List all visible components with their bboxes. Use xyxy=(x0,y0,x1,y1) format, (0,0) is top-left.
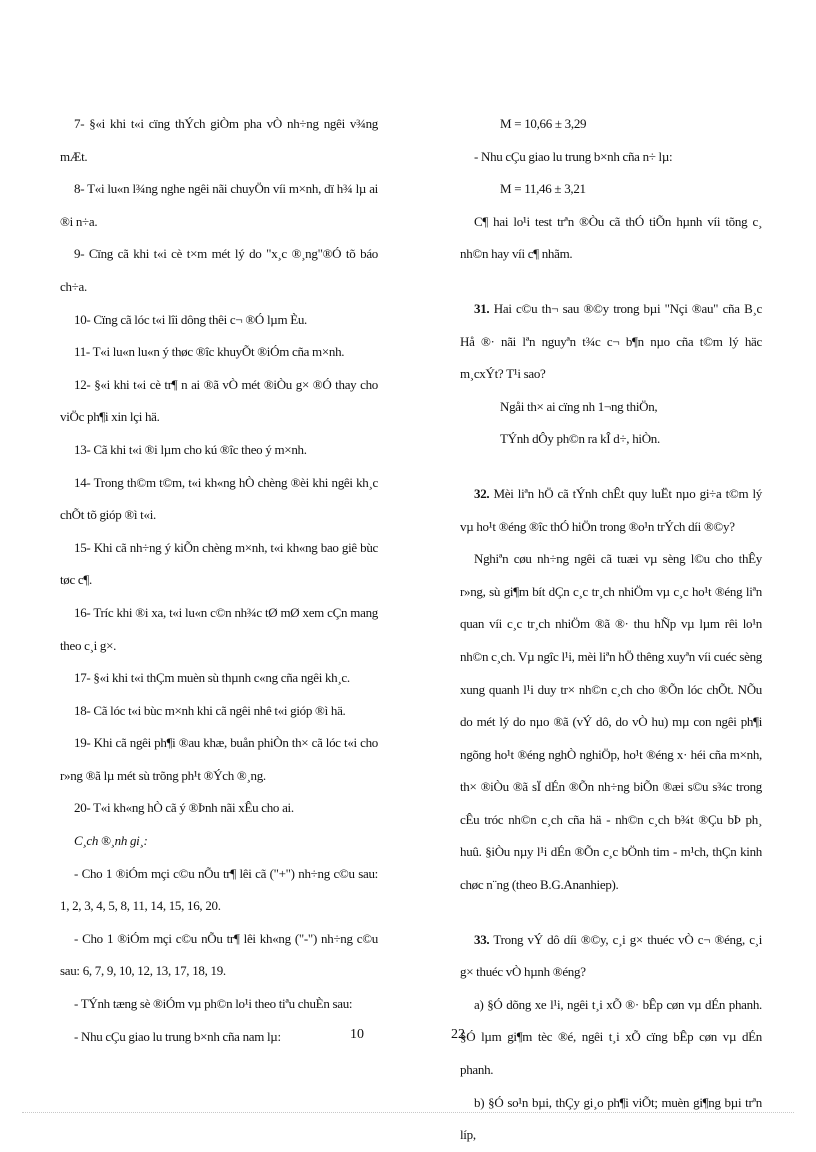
list-item: 8- T«i lu«n l¾ng nghe ngêi nãi chuyÖn víi m×nh, dï h¾ lµ ai ®i n÷a. xyxy=(60,181,378,229)
left-column xyxy=(60,108,378,1053)
list-item: 20- T«i kh«ng hÒ cã ý ®Þnh nãi xÊu cho ai. xyxy=(74,800,294,816)
question-text: Trong vÝ dô díi ®©y, c¸i g× thuéc vÒ c¬ ®éng, c¸i g× thuéc vÒ hµnh ®éng? xyxy=(460,931,763,980)
list-item: 14- Trong th©m t©m, t«i kh«ng hÒ chèng ®èi khi ngêi kh¸c chÕt tõ gióp ®ì t«i. xyxy=(60,474,378,523)
spacer xyxy=(460,902,762,924)
list-item: 13- Cã khi t«i ®i lµm cho kú ®îc theo ý m×nh. xyxy=(74,441,307,457)
example-a: a) §Ó dõng xe l¹i, ngêi t¸i xÕ ®· bÊp cøn vµ dÉn phanh. §Ó lµm gi¶m tèc ®é, ngêi t¸i xÕ cïng bÊp cøn vµ dÉn phanh. xyxy=(460,996,762,1078)
list-item: 17- §«i khi t«i thÇm muèn sù thµnh c«ng cña ngêi kh¸c. xyxy=(74,670,350,686)
page-number-left: 10 xyxy=(350,1027,364,1042)
list-item: 10- Cïng cã lóc t«i lîi dông thêi c¬ ®Ó lµm Èu. xyxy=(74,311,308,327)
right-column xyxy=(460,108,762,1152)
question-32 xyxy=(460,478,762,543)
verse-line: TÝnh dÔy ph©n ra kÎ d÷, hiÒn. xyxy=(500,431,660,447)
list-item: 18- Cã lóc t«i bùc m×nh khi cã ngêi nhê t«i gióp ®ì hä. xyxy=(74,702,346,718)
question-31 xyxy=(460,293,762,391)
female-mean-intro: - Nhu cÇu giao lu trung b×nh cña n÷ lµ: xyxy=(474,148,673,164)
list-item: 9- Cïng cã khi t«i cè t×m mét lý do "x¸c ®¸ng"®Ó tõ báo ch÷a. xyxy=(60,246,378,294)
question-number: 33. xyxy=(474,931,490,947)
question-number: 32. xyxy=(474,485,490,501)
list-item: 16- Tríc khi ®i xa, t«i lu«n c©n nh¾c tØ mØ xem cÇn mang theo c¸i g×. xyxy=(60,604,378,653)
list-item: 12- §«i khi t«i cè tr¶ n ai ®ã vÒ mét ®iÒu g× ®Ó thay cho viÖc ph¶i xin lçi hä. xyxy=(60,376,378,425)
example-b: b) §Ó so¹n bµi, thÇy gi¸o ph¶i viÕt; muèn gi¶ng bµi trªn líp, xyxy=(460,1094,762,1143)
question-text: Mèi liªn hÖ cã tÝnh chÊt quy luËt nµo gi÷a t©m lý vµ ho¹t ®éng ®îc thÓ hiÖn trong ®o¹n trÝch díi ®©y? xyxy=(460,485,763,534)
scoring-total-rule: - TÝnh tæng sè ®iÓm vµ ph©n lo¹i theo tiªu chuÈn sau: xyxy=(74,996,353,1012)
list-item: 7- §«i khi t«i cïng thÝch giÒm pha vÒ nh÷ng ngêi v¾ng mÆt. xyxy=(60,116,378,164)
verse-line: Ngåi th× ai cïng nh 1¬ng thiÖn, xyxy=(500,398,658,414)
quoted-passage: Nghiªn cøu nh÷ng ngêi cã tuæi vµ sèng l©u cho thÊy r»ng, sù gi¶m bít dÇn c¸c tr¸ch nhiÖm vµ c¸c ho¹t ®éng liªn quan víi c¸c tr¸ch nhiÖm ®ã ®· thu hÑp vµ lµm rêi lo¹n nh©n c¸ch. Vµ ngîc l¹i, mèi liªn hÖ thêng xuyªn víi cuéc sèng xung quanh l¹i duy tr× nh©n c¸ch cho ®Õn lóc chÕt. NÕu do mét lý do nµo ®ã (vÝ dô, do vÒ hu) mµ con ngêi ph¶i ngõng ho¹t ®éng nghÒ nghiÖp, ho¹t ®éng x· héi cña m×nh, th× ®iÒu ®ã sÏ dÉn ®Õn nh÷ng biÕn ®æi s©u s¾c trong cÊu tróc nh©n c¸ch cña hä - nh©n c¸ch b¾t ®Çu bÞ ph¸ huû. §iÒu nµy l¹i dÉn ®Õn c¸c bÖnh tim - m¹ch, thÇn kinh chøc n¨ng (theo B.G.Ananhiep). xyxy=(460,551,762,893)
list-item: 11- T«i lu«n lu«n ý thøc ®îc khuyÕt ®iÓm cña m×nh. xyxy=(74,344,345,360)
list-item: 15- Khi cã nh÷ng ý kiÕn chèng m×nh, t«i kh«ng bao giê bùc tøc c¶. xyxy=(60,539,378,588)
question-text: Hai c©u th¬ sau ®©y trong bµi "Nçi ®au" cña B¸c Hå ®· nãi lªn nguyªn t¾c c¬ b¶n nµo cña t©m lý häc m¸cxÝt? T¹i sao? xyxy=(460,300,762,382)
question-number: 31. xyxy=(474,300,490,316)
scoring-rule-negative: - Cho 1 ®iÓm mçi c©u nÕu tr¶ lêi kh«ng ("-") nh÷ng c©u sau: 6, 7, 9, 10, 12, 13, 17, 18, 19. xyxy=(60,930,378,979)
section-heading-text: C¸ch ®¸nh gi¸: xyxy=(74,833,148,849)
conclusion-paragraph: C¶ hai lo¹i test trªn ®Òu cã thÓ tiÕn hµnh víi tõng c¸ nh©n hay víi c¶ nhãm. xyxy=(460,213,762,262)
question-33 xyxy=(460,924,762,989)
bottom-divider xyxy=(22,1112,794,1113)
male-mean-intro: - Nhu cÇu giao lu trung b×nh cña nam lµ: xyxy=(74,1028,281,1044)
section-heading xyxy=(60,825,378,858)
spacer xyxy=(460,271,762,293)
female-mean-value: M = 11,46 ± 3,21 xyxy=(500,181,586,197)
list-item: 19- Khi cã ngêi ph¶i ®au khæ, buån phiÒn th× cã lóc t«i cho r»ng ®ã lµ mét sù trõng ph¹t ®Ých ®¸ng. xyxy=(60,735,378,783)
spacer xyxy=(460,456,762,478)
scoring-rule-positive: - Cho 1 ®iÓm mçi c©u nÕu tr¶ lêi cã ("+") nh÷ng c©u sau: 1, 2, 3, 4, 5, 8, 11, 14, 15, 16, 20. xyxy=(60,865,378,914)
male-mean-value: M = 10,66 ± 3,29 xyxy=(500,116,587,131)
page-number-right: 22 xyxy=(451,1027,465,1042)
